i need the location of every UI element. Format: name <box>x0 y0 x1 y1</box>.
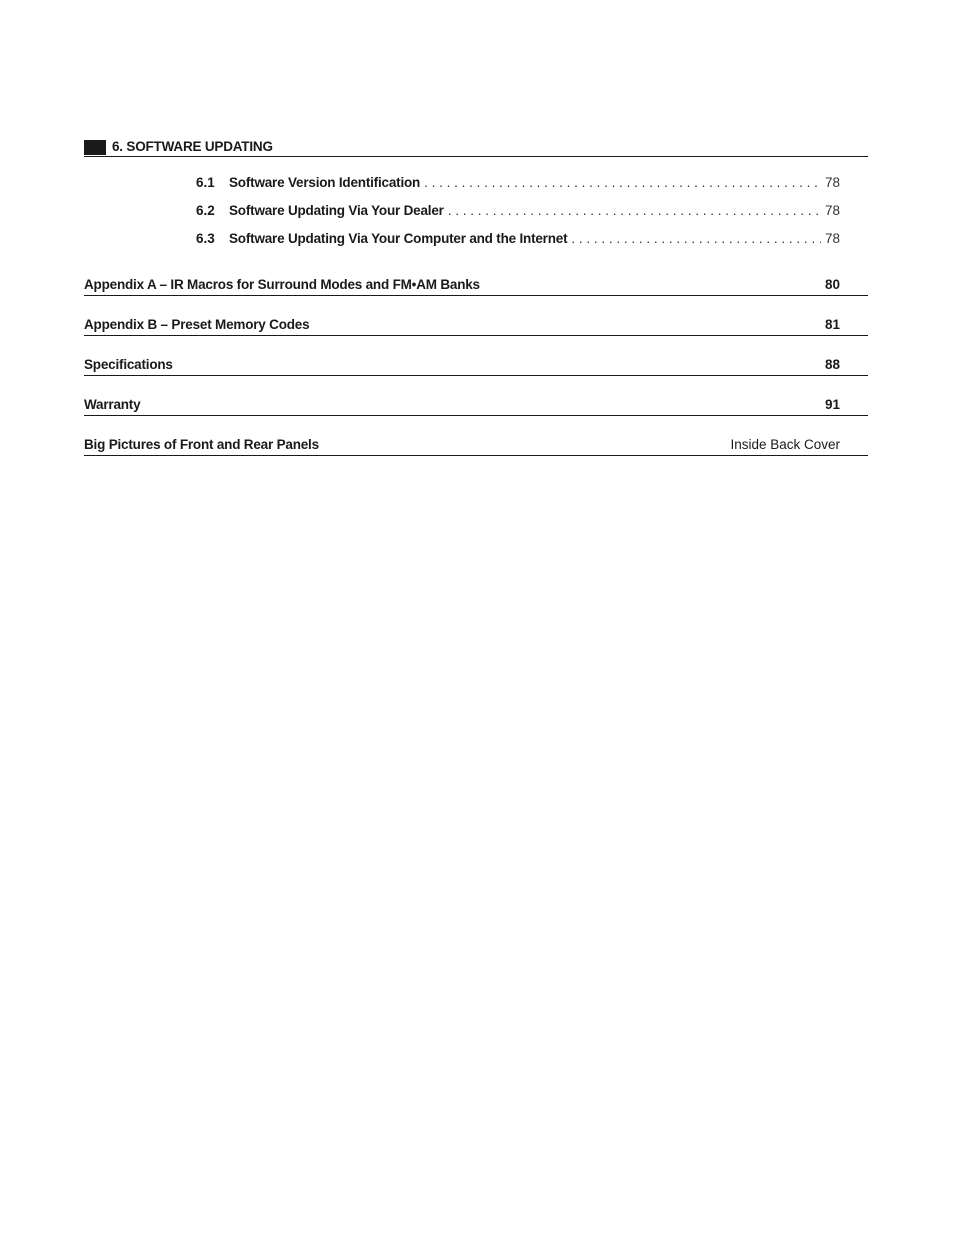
toc-entry-big-pictures[interactable] <box>84 435 868 456</box>
dot-leader <box>448 203 821 218</box>
toc-entry-appendix-b[interactable] <box>84 315 868 336</box>
toc-sub-entry-6-2[interactable] <box>196 203 840 221</box>
sub-entry-page: 78 <box>824 203 840 218</box>
entry-title: Specifications <box>84 357 173 372</box>
section-marker <box>84 140 106 155</box>
entry-title: Big Pictures of Front and Rear Panels <box>84 437 319 452</box>
section-header <box>84 138 868 157</box>
sub-entry-number: 6.1 <box>196 175 215 190</box>
sub-entry-page: 78 <box>824 175 840 190</box>
section-title: 6. SOFTWARE UPDATING <box>112 139 273 154</box>
entry-title: Appendix A – IR Macros for Surround Modes and FM•AM Banks <box>84 277 480 292</box>
entry-page: 81 <box>824 317 840 332</box>
entry-title: Appendix B – Preset Memory Codes <box>84 317 310 332</box>
toc-entry-warranty[interactable] <box>84 395 868 416</box>
entry-page: 88 <box>824 357 840 372</box>
entry-page: Inside Back Cover <box>730 437 840 452</box>
sub-entry-page: 78 <box>824 231 840 246</box>
sub-entry-number: 6.2 <box>196 203 215 218</box>
entry-page: 91 <box>824 397 840 412</box>
toc-sub-entry-6-3[interactable] <box>196 231 840 249</box>
toc-entry-specifications[interactable] <box>84 355 868 376</box>
toc-sub-entry-6-1[interactable] <box>196 175 840 193</box>
entry-title: Warranty <box>84 397 141 412</box>
toc-entry-appendix-a[interactable] <box>84 275 868 296</box>
dot-leader <box>571 231 821 246</box>
sub-entry-title: Software Version Identification <box>229 175 421 190</box>
sub-entry-number: 6.3 <box>196 231 215 246</box>
dot-leader <box>424 175 821 190</box>
entry-page: 80 <box>824 277 840 292</box>
sub-entry-title: Software Updating Via Your Dealer <box>229 203 444 218</box>
sub-entry-title: Software Updating Via Your Computer and the Internet <box>229 231 568 246</box>
